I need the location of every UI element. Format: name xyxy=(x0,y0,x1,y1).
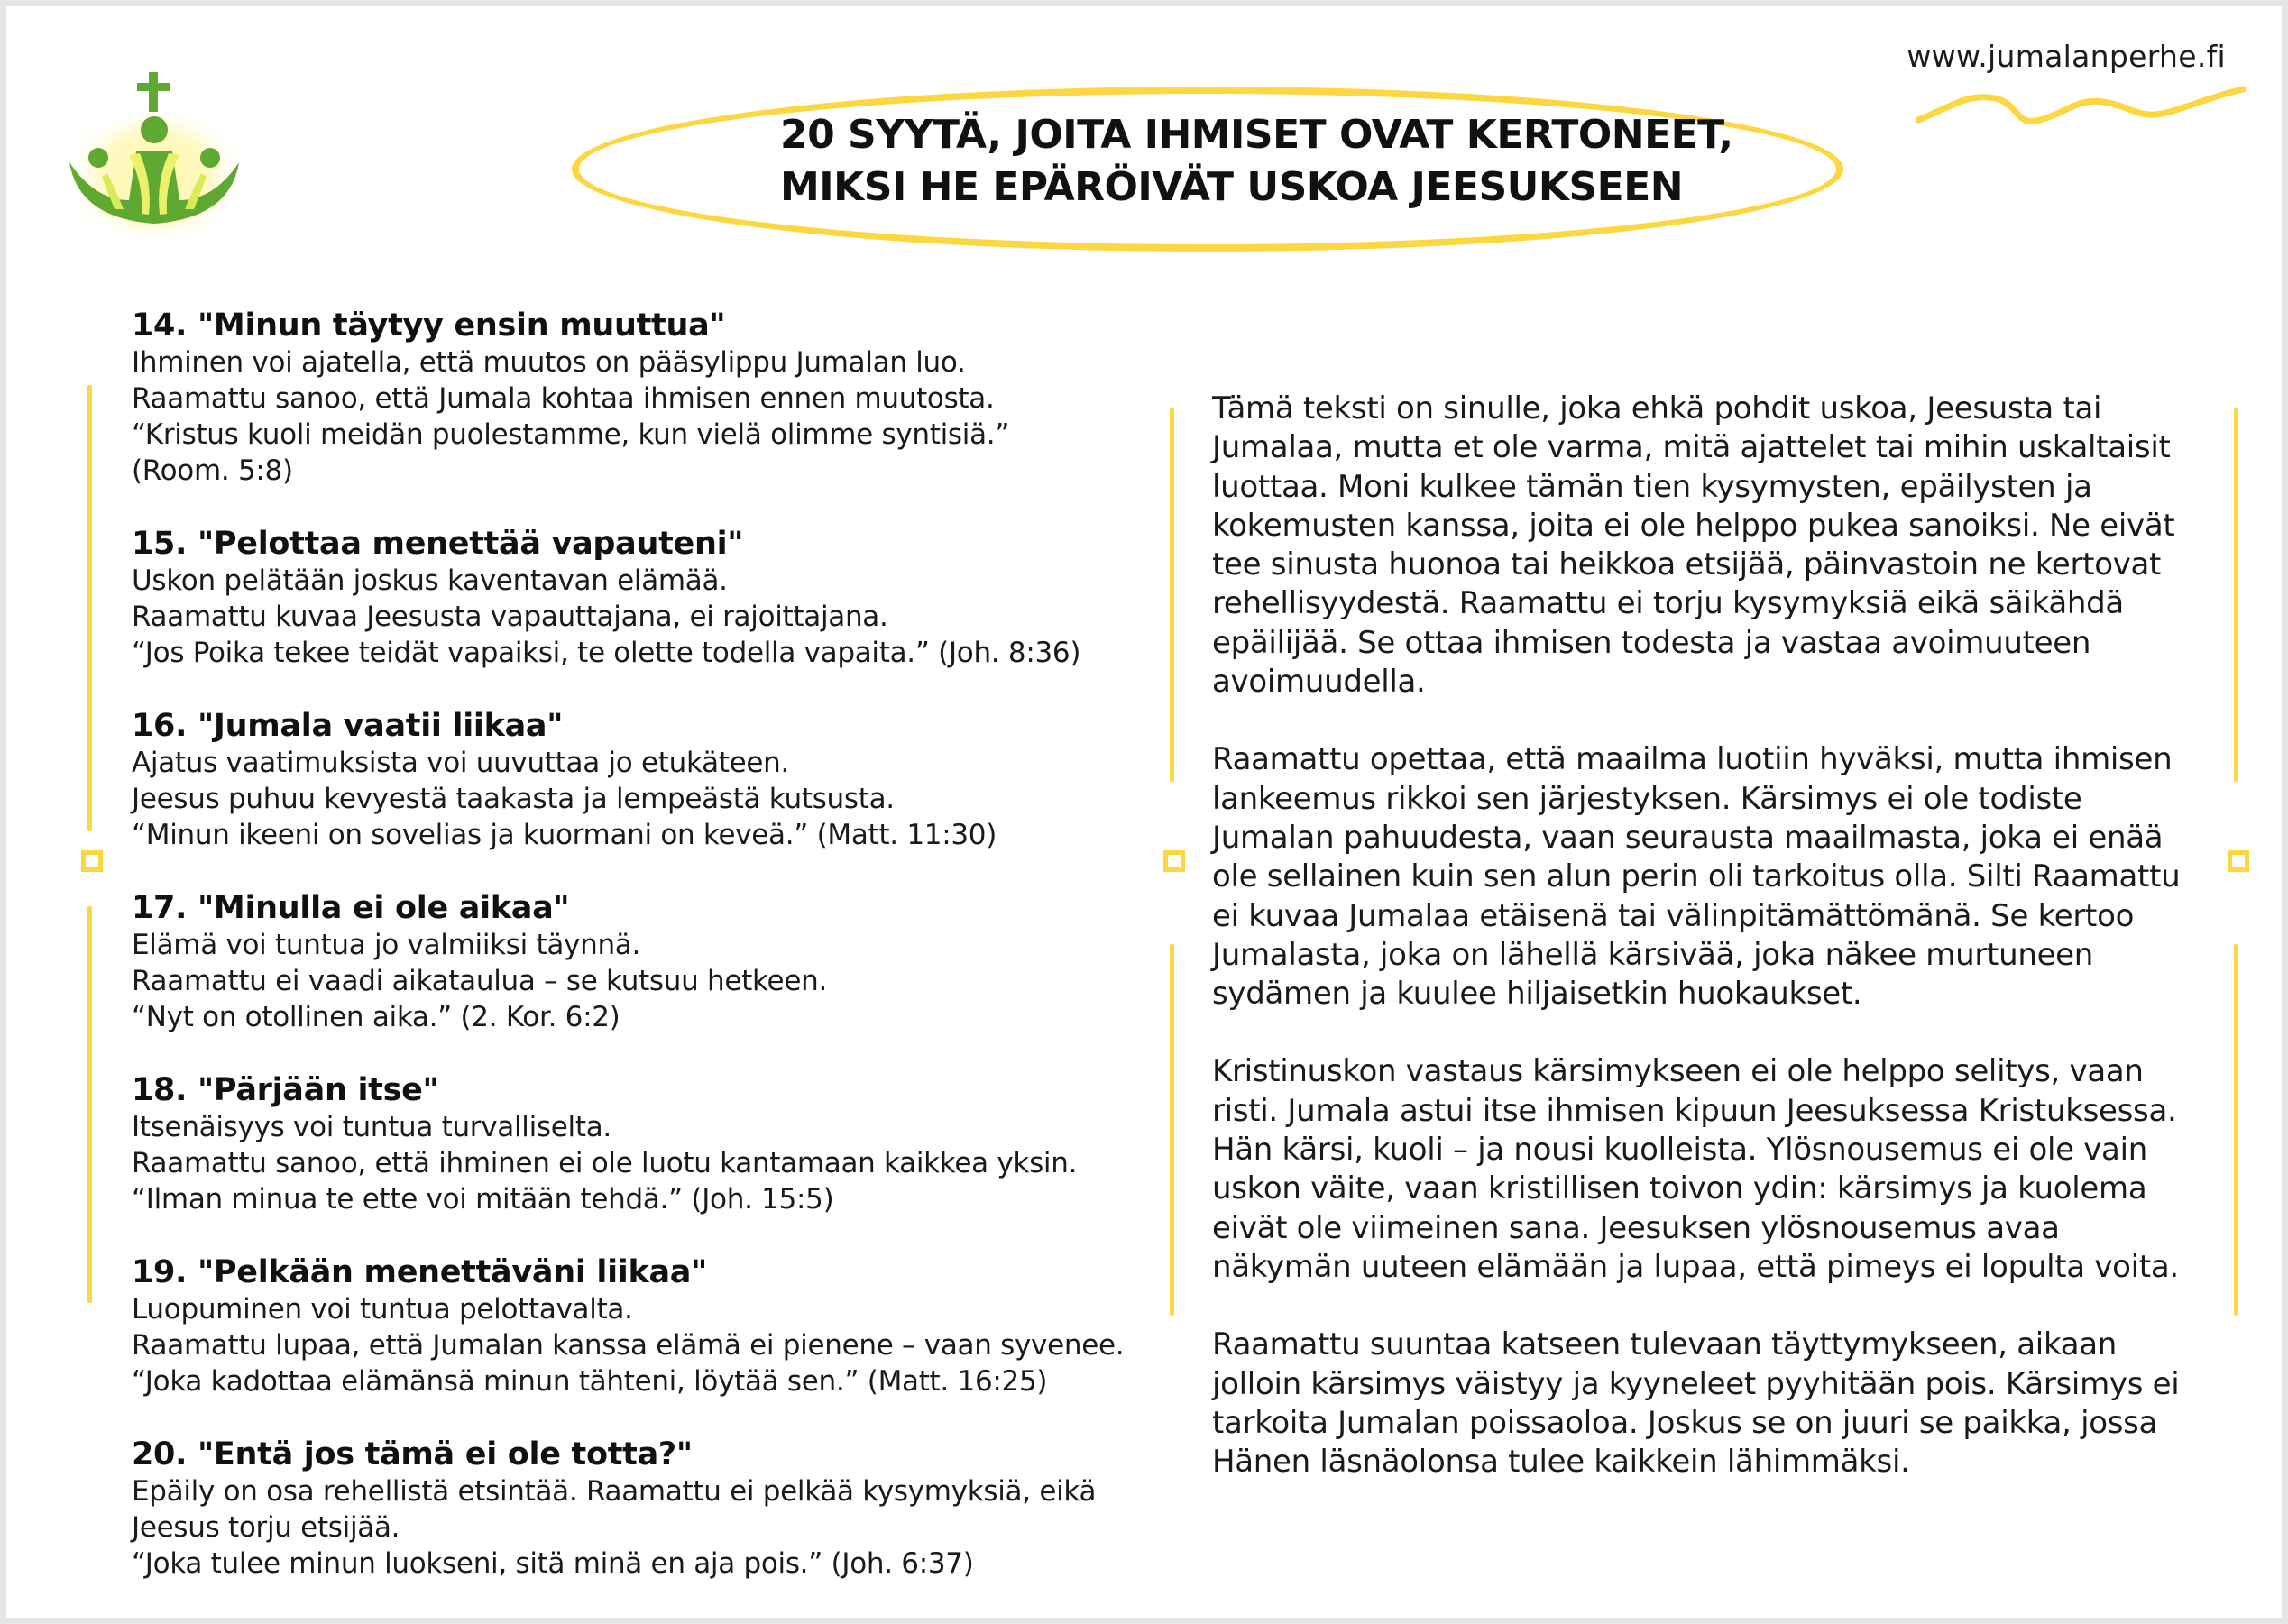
reason-item xyxy=(132,707,1142,853)
reason-text: Jeesus puhuu kevyestä taakasta ja lempeästä kutsusta. xyxy=(132,783,895,815)
cross-paragraph: Kristinuskon vastaus kärsimykseen ei ole helppo selitys, vaan risti. Jumala astui itse ihmisen kipuun Jeesuksessa Kristuksessa. Hän kärsi, kuoli – ja nousi kuolleista. Ylösnousemus ei ole vain uskon väite, vaan kristillisen toivon ydin: kärsimys ja kuolema eivät ole viimeinen sana. Jeesuksen ylösnousemus avaa näkymän uuteen elämään ja lupaa, että pimeys ei lopulta voita. xyxy=(1212,1053,2179,1285)
hope-paragraph: Raamattu suuntaa katseen tulevaan täyttymykseen, aikaan jolloin kärsimys väistyy ja kyyneleet pyyhitään pois. Kärsimys ei tarkoita Jumalan poissaoloa. Joskus se on juuri se paikka, jossa Hänen läsnäolonsa tulee kaikkein lähimmäksi. xyxy=(1212,1326,2180,1481)
page-title xyxy=(780,109,1733,214)
right-bar-top xyxy=(2234,408,2238,782)
reason-title: 18. "Pärjään itse" xyxy=(132,1072,439,1108)
reason-text: Epäily on osa rehellistä etsintää. Raamattu ei pelkää kysymyksiä, eikä xyxy=(132,1475,1097,1508)
reasons-list xyxy=(132,307,1142,1618)
reason-item xyxy=(132,889,1142,1035)
reason-quote: “Nyt on otollinen aika.” (2. Kor. 6:2) xyxy=(132,1001,620,1033)
left-edge-bar-bottom xyxy=(87,906,92,1303)
reason-item xyxy=(132,1253,1142,1399)
reason-quote: “Jos Poika tekee teidät vapaiksi, te olette todella vapaita.” (Joh. 8:36) xyxy=(132,637,1081,669)
reason-item xyxy=(132,307,1142,489)
reason-reference: (Room. 5:8) xyxy=(132,454,293,487)
intro-text-column xyxy=(1212,390,2186,1520)
squiggle-decoration-icon xyxy=(1914,80,2247,134)
reason-title: 14. "Minun täytyy ensin muuttua" xyxy=(132,307,726,344)
left-edge-square-icon xyxy=(81,850,103,872)
reason-item xyxy=(132,525,1142,671)
page xyxy=(6,6,2282,1618)
reason-text: Jeesus torju etsijää. xyxy=(132,1511,400,1544)
reason-text: Raamattu kuvaa Jeesusta vapauttajana, ei rajoittajana. xyxy=(132,601,888,633)
intro-paragraph: Tämä teksti on sinulle, joka ehkä pohdit uskoa, Jeesusta tai Jumalaa, mutta et ole varma, mitä ajattelet tai mihin uskaltaisit luottaa. Moni kulkee tämän tien kysymysten, epäilysten ja kokemusten kanssa, joita ei ole helppo pukea sanoiksi. Ne eivät tee sinusta huonoa tai heikkoa etsijää, päinvastoin ne kertovat rehellisyydestä. Raamattu ei torju kysymyksiä eikä säikähdä epäilijää. Se ottaa ihmisen todesta ja vastaa avoimuuteen avoimuudella. xyxy=(1212,390,2175,701)
middle-square-icon xyxy=(1163,850,1185,872)
reason-text: Raamattu sanoo, että Jumala kohtaa ihmisen ennen muutosta. xyxy=(132,382,995,415)
reason-item xyxy=(132,1071,1142,1217)
reason-quote: “Joka kadottaa elämänsä minun tähteni, löytää sen.” (Matt. 16:25) xyxy=(132,1365,1048,1398)
right-square-icon xyxy=(2228,850,2249,872)
reason-text: Raamattu sanoo, että ihminen ei ole luotu kantamaan kaikkea yksin. xyxy=(132,1147,1078,1179)
reason-title: 20. "Entä jos tämä ei ole totta?" xyxy=(132,1436,693,1473)
suffering-paragraph: Raamattu opettaa, että maailma luotiin hyväksi, mutta ihmisen lankeemus rikkoi sen järjestyksen. Kärsimys ei ole todiste Jumalan pahuudesta, vaan seurausta maailmasta, joka ei enää ole sellainen kuin sen alun perin oli tarkoitus olla. Silti Raamattu ei kuvaa Jumalaa etäisenä tai välinpitämättömänä. Se kertoo Jumalasta, joka on lähellä kärsivää, joka näkee murtuneen sydämen ja kuulee hiljaisetkin huokaukset. xyxy=(1212,741,2181,1013)
reason-quote: “Kristus kuoli meidän puolestamme, kun vielä olimme syntisiä.” xyxy=(132,418,1010,451)
middle-bar-bottom xyxy=(1170,944,1174,1316)
reason-title: 17. "Minulla ei ole aikaa" xyxy=(132,890,570,926)
website-url: www.jumalanperhe.fi xyxy=(1907,39,2226,74)
family-cross-logo-icon xyxy=(60,65,250,236)
reason-text: Uskon pelätään joskus kaventavan elämää. xyxy=(132,564,728,597)
right-bar-bottom xyxy=(2234,944,2238,1316)
reason-text: Raamattu ei vaadi aikataulua – se kutsuu hetkeen. xyxy=(132,965,828,997)
reason-text: Itsenäisyys voi tuntua turvalliselta. xyxy=(132,1111,611,1143)
reason-text: Elämä voi tuntua jo valmiiksi täynnä. xyxy=(132,929,641,961)
left-edge-bar-top xyxy=(87,385,92,831)
reason-quote: “Minun ikeeni on sovelias ja kuormani on keveä.” (Matt. 11:30) xyxy=(132,819,997,851)
reason-quote: “Joka tulee minun luokseni, sitä minä en aja pois.” (Joh. 6:37) xyxy=(132,1547,974,1580)
reason-text: Raamattu lupaa, että Jumalan kanssa elämä ei pienene – vaan syvenee. xyxy=(132,1329,1125,1362)
reason-quote: “Ilman minua te ette voi mitään tehdä.” (Joh. 15:5) xyxy=(132,1183,834,1216)
reason-text: Ihminen voi ajatella, että muutos on pääsylippu Jumalan luo. xyxy=(132,346,966,379)
reason-title: 16. "Jumala vaatii liikaa" xyxy=(132,708,564,744)
reason-title: 19. "Pelkään menettäväni liikaa" xyxy=(132,1254,708,1290)
reason-title: 15. "Pelottaa menettää vapauteni" xyxy=(132,526,744,562)
title-line-1: 20 SYYTÄ, JOITA IHMISET OVAT KERTONEET, xyxy=(780,112,1733,158)
reason-text: Luopuminen voi tuntua pelottavalta. xyxy=(132,1293,633,1326)
reason-item xyxy=(132,1436,1142,1582)
title-line-2: MIKSI HE EPÄRÖIVÄT USKOA JEESUKSEEN xyxy=(780,164,1684,210)
reason-text: Ajatus vaatimuksista voi uuvuttaa jo etukäteen. xyxy=(132,747,790,779)
middle-bar-top xyxy=(1170,408,1174,782)
